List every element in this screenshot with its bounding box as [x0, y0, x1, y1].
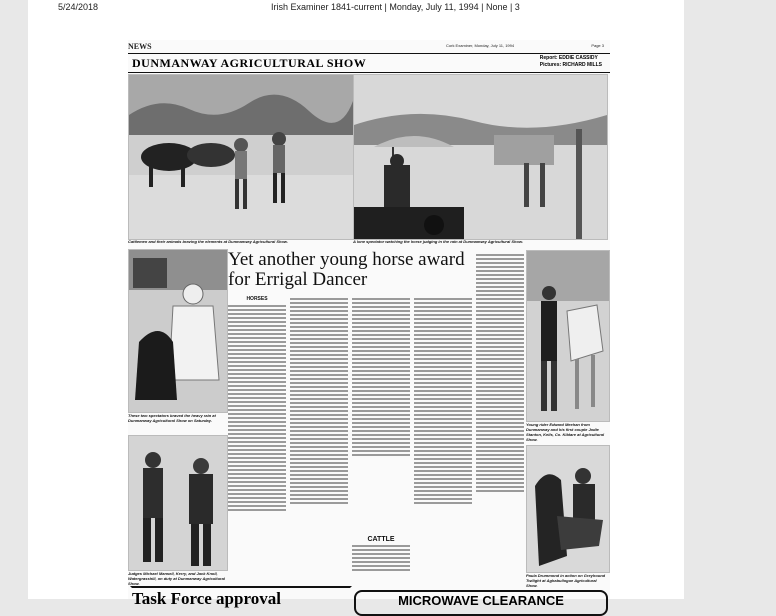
photo-umbrella-image — [354, 75, 607, 239]
photo-spectators-image — [129, 250, 227, 412]
photo-spectators — [128, 249, 228, 413]
pictures-credit: Pictures: RICHARD MILLS — [539, 62, 602, 68]
section-label: NEWS — [128, 42, 152, 51]
newspaper-clipping — [128, 40, 610, 608]
photo-young-rider-image — [527, 251, 609, 421]
archive-date: 5/24/2018 — [58, 2, 99, 12]
article-headline: Yet another young horse award for Errigal Dancer — [228, 249, 465, 290]
photo-rider-horse-image — [527, 446, 609, 572]
bottom-right-headline: MICROWAVE CLEARANCE — [354, 590, 608, 616]
caption-umbrella: A lone spectator watching the horse judging in the rain at Dunmanway Agricultural Show. — [353, 239, 524, 244]
page-number: Page 3 — [591, 43, 604, 48]
column-horses — [228, 296, 286, 586]
archive-source: Irish Examiner 1841-current | Monday, July 11, 1994 | None | 3 — [271, 2, 520, 12]
subhead-horses: HORSES — [246, 296, 268, 302]
caption-spectators: These two spectators braved the heavy rain at Dunmanway Agricultural Show on Saturday. — [128, 413, 216, 423]
page-header — [128, 42, 610, 52]
subhead-cattle: CATTLE — [367, 536, 395, 543]
column-3 — [352, 296, 410, 534]
photo-rider-horse — [526, 445, 610, 573]
banner-title: DUNMANWAY AGRICULTURAL SHOW — [132, 56, 367, 70]
bottom-left-headline: Task Force approval — [130, 586, 352, 612]
column-5 — [476, 252, 524, 586]
photo-cattlemen-image — [129, 75, 353, 239]
newspaper-page — [28, 0, 684, 608]
photo-umbrella-spectator — [353, 74, 608, 240]
photo-judges-image — [129, 436, 227, 570]
caption-rider-horse: Paula Drummond in action on Greyhound Twilight at Aghabullogue Agricultural Show. — [526, 573, 606, 588]
photo-young-rider — [526, 250, 610, 422]
column-4 — [414, 296, 472, 586]
column-2 — [290, 296, 348, 586]
article-banner — [128, 53, 610, 73]
caption-cattlemen: Cattlemen and their animals braving the elements at Dunmanway Agricultural Show. — [128, 239, 288, 244]
column-cattle — [352, 536, 410, 588]
credits — [540, 55, 602, 69]
report-credit: Report: EDDIE CASSIDY — [539, 55, 598, 61]
caption-young-rider: Young rider Edward Meehan from Dunmanway and his first couple Jodie Stanton, Kells, Co. Kildare at Agricultural Show. — [526, 422, 605, 442]
archive-top-bar — [28, 0, 684, 14]
photo-cattlemen — [128, 74, 354, 240]
photo-judges — [128, 435, 228, 571]
caption-judges: Judges Michael Mansell, Kerry, and Jack Knoll, Watergrasshill, on duty at Dunmanway Agricultural Show. — [128, 571, 225, 586]
masthead-date: Cork Examiner, Monday, July 11, 1994 — [446, 43, 515, 48]
